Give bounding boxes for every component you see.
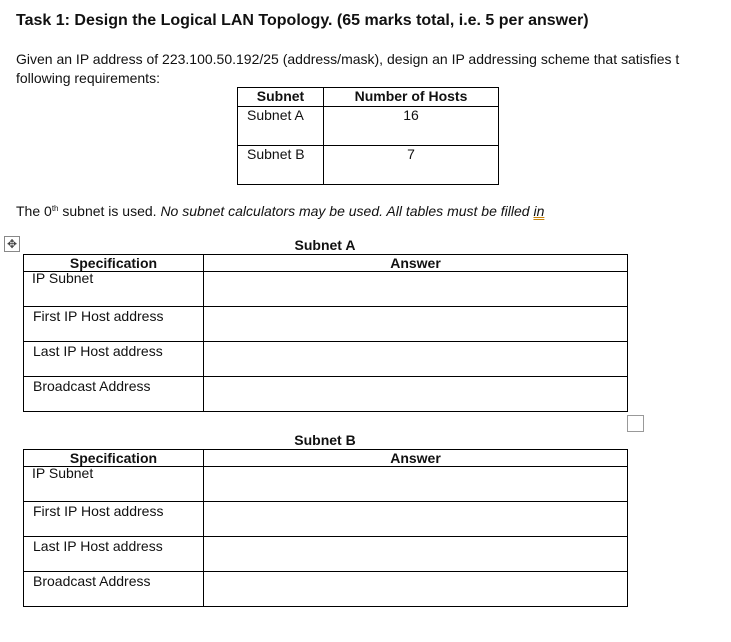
spec-label-cell [24,467,204,502]
table-move-handle-icon[interactable]: ✥ [4,236,20,252]
answer-cell[interactable] [204,467,628,502]
spec-label-cell [24,502,204,537]
note-prefix: The 0 [16,203,52,219]
requirement-hosts-count: 7 [324,146,499,185]
answer-cell[interactable] [204,307,628,342]
table-row [24,272,628,307]
header-specification: Specification [24,450,204,467]
instruction-note [16,203,544,219]
table-row [24,572,628,607]
spec-label-cell [24,307,204,342]
requirement-hosts-count: 16 [324,107,499,146]
subnet-a-table [23,254,628,412]
subnet-b-table [23,449,628,607]
spec-label: First IP Host address [33,308,164,324]
answer-cell[interactable] [204,537,628,572]
note-italic-end: in [533,203,545,219]
spec-label: Broadcast Address [33,378,151,394]
spec-label: First IP Host address [33,503,164,519]
task-title: Task 1: Design the Logical LAN Topology. (65 marks total, i.e. 5 per answer) [16,12,589,29]
subnet-a-caption: Subnet A [294,237,356,253]
subnet-b-caption: Subnet B [294,432,356,448]
header-answer: Answer [204,255,628,272]
intro-paragraph [16,50,731,88]
requirements-row-b [238,146,499,185]
note-superscript: th [51,204,59,213]
table-row [24,502,628,537]
intro-line-2: following requirements: [16,70,160,86]
header-answer: Answer [204,450,628,467]
table-row [24,537,628,572]
intro-line-1: Given an IP address of 223.100.50.192/25 (address/mask), design an IP addressing scheme that satisfies t [16,51,680,67]
table-row [24,342,628,377]
spec-label: Last IP Host address [33,343,163,359]
requirements-header-row [238,88,499,107]
spec-label-cell [24,342,204,377]
cell-end-marker[interactable] [627,415,644,432]
table-row [24,467,628,502]
header-specification: Specification [24,255,204,272]
answer-cell[interactable] [204,272,628,307]
table-row [24,377,628,412]
note-middle: subnet is used. [58,203,161,219]
subnet-a-header-row [24,255,628,272]
table-row [24,307,628,342]
spec-label: IP Subnet [32,465,94,481]
spec-label: IP Subnet [32,270,94,286]
subnet-b-header-row [24,450,628,467]
note-italic: No subnet calculators may be used. All tables must be filled [160,203,534,219]
header-subnet: Subnet [238,88,324,107]
spec-label-cell [24,572,204,607]
answer-cell[interactable] [204,342,628,377]
requirement-subnet-name: Subnet A [238,107,324,146]
requirement-subnet-name: Subnet B [238,146,324,185]
spec-label: Broadcast Address [33,573,151,589]
requirements-row-a [238,107,499,146]
answer-cell[interactable] [204,572,628,607]
spec-label: Last IP Host address [33,538,163,554]
answer-cell[interactable] [204,377,628,412]
spec-label-cell [24,537,204,572]
requirements-table [237,87,499,185]
header-number-of-hosts: Number of Hosts [324,88,499,107]
spec-label-cell [24,377,204,412]
spec-label-cell [24,272,204,307]
answer-cell[interactable] [204,502,628,537]
